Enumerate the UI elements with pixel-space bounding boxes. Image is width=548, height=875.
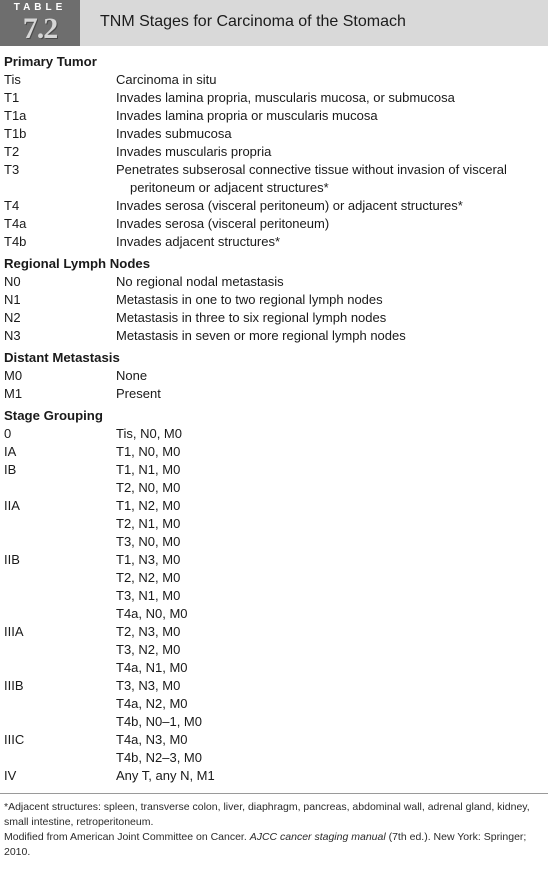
table-row bbox=[4, 273, 540, 291]
stage-code: N2 bbox=[4, 310, 21, 325]
description-line: T2, N1, M0 bbox=[116, 516, 181, 531]
section-heading: Regional Lymph Nodes bbox=[4, 256, 151, 271]
stage-code: M0 bbox=[4, 368, 23, 383]
table-row bbox=[4, 107, 540, 125]
table-row bbox=[4, 215, 540, 233]
description-line: T4a, N0, M0 bbox=[116, 606, 188, 621]
description-line: T1, N3, M0 bbox=[116, 552, 181, 567]
table-row bbox=[4, 605, 540, 623]
description-line: Penetrates subserosal connective tissue without invasion of visceral bbox=[116, 162, 507, 177]
stage-description bbox=[116, 731, 540, 749]
description-line: Invades lamina propria, muscularis mucosa, or submucosa bbox=[116, 90, 455, 105]
stage-code: T1 bbox=[4, 90, 20, 105]
table-number-badge bbox=[0, 0, 80, 46]
table-row bbox=[4, 71, 540, 89]
description-line: Invades lamina propria or muscularis mucosa bbox=[116, 108, 378, 123]
stage-description bbox=[116, 309, 540, 327]
stage-description bbox=[116, 713, 540, 731]
stage-description bbox=[116, 533, 540, 551]
description-line: T2, N0, M0 bbox=[116, 480, 181, 495]
table-row bbox=[4, 327, 540, 345]
stage-description bbox=[116, 425, 540, 443]
description-line: T1, N1, M0 bbox=[116, 462, 181, 477]
table-row bbox=[4, 695, 540, 713]
stage-description bbox=[116, 695, 540, 713]
stage-code bbox=[4, 515, 116, 533]
stage-code: T4b bbox=[4, 234, 27, 249]
description-line: Invades serosa (visceral peritoneum) bbox=[116, 216, 330, 231]
stage-code: IIA bbox=[4, 498, 20, 513]
source-suffix: (7th ed.). New York: Springer; 2010. bbox=[4, 831, 527, 858]
stage-code: IIIA bbox=[4, 624, 24, 639]
stage-description bbox=[116, 479, 540, 497]
stage-description bbox=[116, 273, 540, 291]
stage-code bbox=[4, 479, 116, 497]
description-line: Any T, any N, M1 bbox=[116, 768, 215, 783]
table-row bbox=[4, 569, 540, 587]
stage-description bbox=[116, 125, 540, 143]
stage-code: IA bbox=[4, 444, 17, 459]
stage-description bbox=[116, 143, 540, 161]
table-row bbox=[4, 125, 540, 143]
table-row bbox=[4, 713, 540, 731]
table-row bbox=[4, 623, 540, 641]
stage-code: T1b bbox=[4, 126, 27, 141]
badge-number: 7.2 bbox=[22, 12, 58, 45]
table-row bbox=[4, 161, 540, 197]
stage-description bbox=[116, 327, 540, 345]
adjacent-structures-footnote: *Adjacent structures: spleen, transverse colon, liver, diaphragm, pancreas, abdominal wall, adrenal gland, kidney, small intestine, retroperitoneum. bbox=[4, 801, 530, 828]
stage-code: T2 bbox=[4, 144, 20, 159]
description-line: T3, N2, M0 bbox=[116, 642, 181, 657]
stage-description bbox=[116, 161, 540, 197]
description-line: Metastasis in one to two regional lymph nodes bbox=[116, 292, 383, 307]
description-line: T2, N2, M0 bbox=[116, 570, 181, 585]
stage-code: IIIC bbox=[4, 732, 25, 747]
stage-code bbox=[4, 569, 116, 587]
description-line: Metastasis in three to six regional lymph nodes bbox=[116, 310, 387, 325]
stage-code bbox=[4, 533, 116, 551]
table-row bbox=[4, 461, 540, 479]
table-row bbox=[4, 385, 540, 403]
stage-description bbox=[116, 443, 540, 461]
stage-description bbox=[116, 497, 540, 515]
description-line: T1, N0, M0 bbox=[116, 444, 181, 459]
stage-code: M1 bbox=[4, 386, 23, 401]
stage-code: N1 bbox=[4, 292, 21, 307]
table-row bbox=[4, 641, 540, 659]
source-footnote bbox=[4, 830, 540, 860]
description-line: T2, N3, M0 bbox=[116, 624, 181, 639]
description-line: T4b, N0–1, M0 bbox=[116, 714, 202, 729]
stage-description bbox=[116, 515, 540, 533]
stage-code bbox=[4, 587, 116, 605]
description-line: None bbox=[116, 368, 148, 383]
footnotes bbox=[0, 800, 548, 860]
table-row bbox=[4, 479, 540, 497]
table-row bbox=[4, 425, 540, 443]
table-row bbox=[4, 89, 540, 107]
table-header bbox=[0, 0, 548, 46]
stage-description bbox=[116, 659, 540, 677]
description-line: T1, N2, M0 bbox=[116, 498, 181, 513]
stage-description bbox=[116, 641, 540, 659]
stage-description bbox=[116, 291, 540, 309]
table-row bbox=[4, 767, 540, 785]
description-line: T3, N3, M0 bbox=[116, 678, 181, 693]
description-line: Metastasis in seven or more regional lymph nodes bbox=[116, 328, 406, 343]
stage-description bbox=[116, 767, 540, 785]
section-heading: Distant Metastasis bbox=[4, 350, 120, 365]
stage-code: T4 bbox=[4, 198, 20, 213]
stage-code: IIIB bbox=[4, 678, 24, 693]
description-line: Tis, N0, M0 bbox=[116, 426, 182, 441]
description-line: T4a, N1, M0 bbox=[116, 660, 188, 675]
source-prefix: Modified from American Joint Committee on Cancer. bbox=[4, 831, 250, 843]
stage-code bbox=[4, 659, 116, 677]
description-line: T4a, N3, M0 bbox=[116, 732, 188, 747]
stage-code bbox=[4, 713, 116, 731]
description-line: No regional nodal metastasis bbox=[116, 274, 284, 289]
stage-description bbox=[116, 569, 540, 587]
stage-description bbox=[116, 551, 540, 569]
table-row bbox=[4, 659, 540, 677]
stage-description bbox=[116, 233, 540, 251]
stage-description bbox=[116, 605, 540, 623]
stage-code bbox=[4, 605, 116, 623]
description-line: T4b, N2–3, M0 bbox=[116, 750, 202, 765]
section-heading: Stage Grouping bbox=[4, 408, 103, 423]
stage-code: T3 bbox=[4, 162, 20, 177]
stage-code bbox=[4, 749, 116, 767]
stage-description bbox=[116, 461, 540, 479]
source-title: AJCC cancer staging manual bbox=[249, 831, 386, 843]
table-row bbox=[4, 515, 540, 533]
description-line: Invades submucosa bbox=[116, 126, 232, 141]
table-row bbox=[4, 197, 540, 215]
description-line: Invades muscularis propria bbox=[116, 144, 272, 159]
stage-description bbox=[116, 197, 540, 215]
badge-word: TABLE bbox=[13, 2, 67, 13]
stage-description bbox=[116, 71, 540, 89]
stage-code: T4a bbox=[4, 216, 27, 231]
description-line: peritoneum or adjacent structures* bbox=[130, 180, 329, 195]
table-row bbox=[4, 143, 540, 161]
table-row bbox=[4, 731, 540, 749]
stage-description bbox=[116, 89, 540, 107]
table-row bbox=[4, 587, 540, 605]
stage-description bbox=[116, 385, 540, 403]
description-line: T3, N1, M0 bbox=[116, 588, 181, 603]
description-line: T4a, N2, M0 bbox=[116, 696, 188, 711]
stage-code: IB bbox=[4, 462, 17, 477]
stage-code: Tis bbox=[4, 72, 21, 87]
table-row bbox=[4, 291, 540, 309]
stage-description bbox=[116, 367, 540, 385]
stage-description bbox=[116, 623, 540, 641]
stage-code bbox=[4, 641, 116, 659]
table-row bbox=[4, 551, 540, 569]
table-row bbox=[4, 497, 540, 515]
stage-description bbox=[116, 587, 540, 605]
table-row bbox=[4, 367, 540, 385]
table-row bbox=[4, 533, 540, 551]
stage-code: N3 bbox=[4, 328, 21, 343]
table-title: TNM Stages for Carcinoma of the Stomach bbox=[100, 13, 406, 30]
description-line: Present bbox=[116, 386, 161, 401]
description-line: Invades serosa (visceral peritoneum) or adjacent structures* bbox=[116, 198, 463, 213]
stage-code bbox=[4, 695, 116, 713]
stage-code: IV bbox=[4, 768, 17, 783]
table-row bbox=[4, 443, 540, 461]
stage-description bbox=[116, 215, 540, 233]
stage-description bbox=[116, 677, 540, 695]
section-heading: Primary Tumor bbox=[4, 54, 97, 69]
table-row bbox=[4, 749, 540, 767]
table-body bbox=[0, 46, 548, 785]
description-line: Carcinoma in situ bbox=[116, 72, 217, 87]
description-line: T3, N0, M0 bbox=[116, 534, 181, 549]
description-line: Invades adjacent structures* bbox=[116, 234, 281, 249]
table-row bbox=[4, 677, 540, 695]
table-row bbox=[4, 309, 540, 327]
stage-description bbox=[116, 749, 540, 767]
stage-code: T1a bbox=[4, 108, 27, 123]
stage-description bbox=[116, 107, 540, 125]
stage-code: 0 bbox=[4, 426, 12, 441]
stage-code: N0 bbox=[4, 274, 21, 289]
table-row bbox=[4, 233, 540, 251]
footnote-divider bbox=[0, 793, 548, 794]
stage-code: IIB bbox=[4, 552, 20, 567]
